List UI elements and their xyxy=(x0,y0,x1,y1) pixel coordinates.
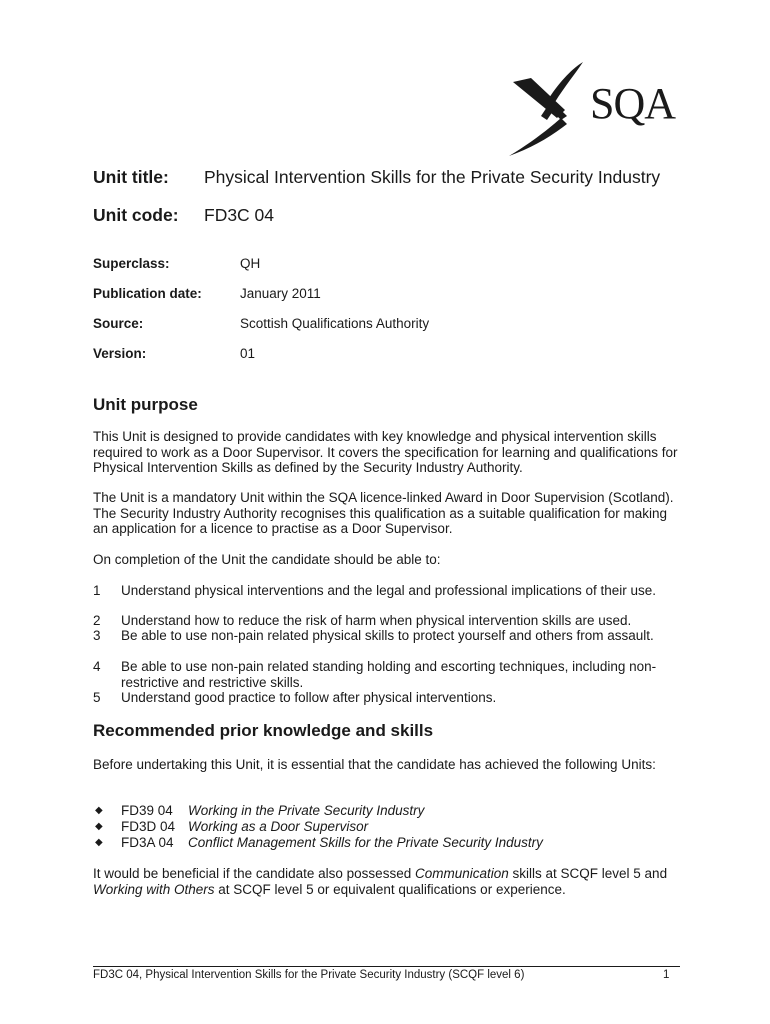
objective-text: Understand good practice to follow after physical interventions. xyxy=(121,690,497,705)
footer-divider xyxy=(93,966,680,967)
objective-text: Understand how to reduce the risk of harm when physical intervention skills are used. xyxy=(121,613,632,628)
purpose-paragraph-3: On completion of the Unit the candidate should be able to: xyxy=(93,552,441,567)
prior-p2-text: skills at SCQF level 5 and xyxy=(508,866,668,881)
unit-code-value: FD3C 04 xyxy=(204,205,275,225)
meta-value: QH xyxy=(240,256,261,271)
prior-unit-code: FD3D 04 xyxy=(121,819,176,834)
meta-value: Scottish Qualifications Authority xyxy=(240,316,430,331)
prior-paragraph-2 xyxy=(93,866,683,897)
prior-knowledge-heading: Recommended prior knowledge and skills xyxy=(93,721,434,740)
prior-unit-title: Conflict Management Skills for the Private Security Industry xyxy=(188,835,543,850)
meta-value: 01 xyxy=(240,346,256,361)
objective-text: Understand physical interventions and the legal and professional implications of their use. xyxy=(121,583,657,598)
purpose-paragraph-2: The Unit is a mandatory Unit within the SQA licence-linked Award in Door Supervision (Scotland). The Security Industry Authority recognises this qualification as a suitable qualification for making an application for a licence to practise as a Door Supervisor. xyxy=(93,490,674,536)
diamond-bullet-icon: ◆ xyxy=(95,821,103,832)
unit-code-label: Unit code: xyxy=(93,205,179,225)
communication-skill: Communication xyxy=(414,866,509,881)
objective-number: 2 xyxy=(93,613,101,628)
objective-number: 4 xyxy=(93,659,101,674)
prior-unit-code: FD3A 04 xyxy=(121,835,174,850)
meta-label: Superclass: xyxy=(93,256,170,271)
purpose-paragraph-1: This Unit is designed to provide candidates with key knowledge and physical intervention skills required to work as a Door Supervisor. It covers the specification for learning and qualifications for Physical Intervention Skills as defined by the Security Industry Authority. xyxy=(93,429,678,475)
working-with-others-skill: Working with Others xyxy=(93,881,215,897)
meta-value: January 2011 xyxy=(240,286,321,301)
sqa-logo-text: SQA xyxy=(590,79,676,128)
objective-number: 5 xyxy=(93,690,101,705)
prior-paragraph-1: Before undertaking this Unit, it is essential that the candidate has achieved the following Units: xyxy=(93,757,656,772)
prior-p2-text: It would be beneficial if the candidate also possessed xyxy=(93,866,415,881)
meta-label: Source: xyxy=(93,316,144,331)
prior-unit-code: FD39 04 xyxy=(121,803,173,818)
meta-label: Publication date: xyxy=(93,286,202,301)
diamond-bullet-icon: ◆ xyxy=(95,805,103,816)
prior-p2-text: at SCQF level 5 or equivalent qualifications or experience. xyxy=(214,881,566,897)
unit-title-value: Physical Intervention Skills for the Private Security Industry xyxy=(204,167,661,187)
objective-text: Be able to use non-pain related standing holding and escorting techniques, including non-restrictive and restrictive skills. xyxy=(121,659,657,690)
meta-label: Version: xyxy=(93,346,147,361)
footer-text: FD3C 04, Physical Intervention Skills for the Private Security Industry (SCQF level 6) xyxy=(93,969,525,981)
objective-text: Be able to use non-pain related physical skills to protect yourself and others from assault. xyxy=(121,628,654,643)
objective-number: 1 xyxy=(93,583,101,598)
prior-unit-title: Working in the Private Security Industry xyxy=(188,803,425,818)
objective-number: 3 xyxy=(93,628,101,643)
prior-unit-title: Working as a Door Supervisor xyxy=(188,819,369,834)
unit-purpose-heading: Unit purpose xyxy=(93,395,198,414)
diamond-bullet-icon: ◆ xyxy=(95,837,103,848)
page-number: 1 xyxy=(663,969,670,981)
unit-title-label: Unit title: xyxy=(93,167,169,187)
